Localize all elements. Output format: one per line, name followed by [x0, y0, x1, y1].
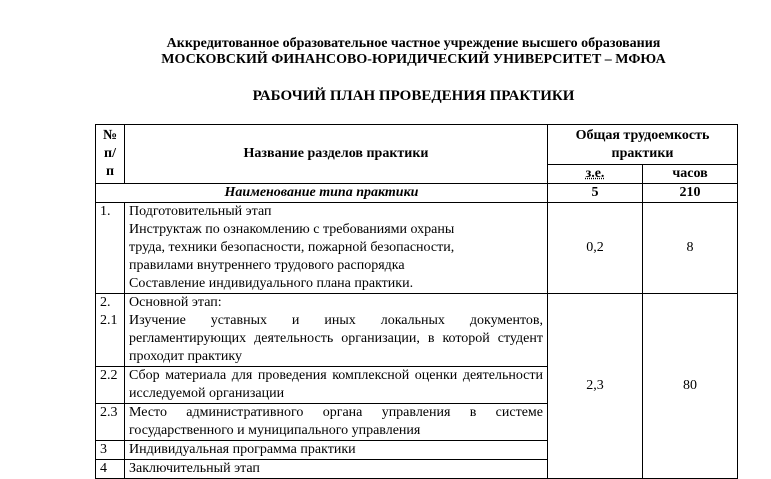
col-ze-header: з.е. — [548, 165, 643, 184]
col-total-header: Общая трудоемкость практики — [548, 125, 738, 165]
row-num: 2. 2.1 — [96, 294, 125, 367]
col-name-header: Название разделов практики — [125, 125, 548, 184]
row-text: Место административного органа управления в системе государственного и муниципального управления — [125, 404, 548, 441]
row-hours: 80 — [643, 294, 738, 479]
row-ze: 0,2 — [548, 203, 643, 294]
row-text: Сбор материала для проведения комплексной оценки деятельности исследуемой организации — [125, 367, 548, 404]
row-text: Индивидуальная программа практики — [125, 441, 548, 460]
row-hours: 8 — [643, 203, 738, 294]
university-name: МОСКОВСКИЙ ФИНАНСОВО-ЮРИДИЧЕСКИЙ УНИВЕРСИТЕТ – МФЮА — [161, 52, 666, 67]
col-num-header: № п/п — [96, 125, 125, 184]
row-num: 2.3 — [96, 404, 125, 441]
practice-plan-table — [95, 124, 738, 479]
col-hours-header: часов — [643, 165, 738, 184]
page-title: РАБОЧИЙ ПЛАН ПРОВЕДЕНИЯ ПРАКТИКИ — [252, 88, 575, 104]
table-row — [96, 294, 738, 367]
type-ze: 5 — [548, 184, 643, 203]
row-num: 1. — [96, 203, 125, 294]
header-row — [96, 125, 738, 165]
type-row — [96, 184, 738, 203]
row-ze: 2,3 — [548, 294, 643, 479]
org-type-line: Аккредитованное образовательное частное учреждение высшего образования — [166, 36, 661, 51]
row-num: 4 — [96, 460, 125, 479]
row-text: Подготовительный этап Инструктаж по ознакомлению с требованиями охраны труда, техники безопасности, пожарной безопасности, правилами внутреннего трудового распорядка Составление индивидуального плана практики. — [125, 203, 548, 294]
table-row — [96, 203, 738, 294]
row-num: 2.2 — [96, 367, 125, 404]
row-text: Заключительный этап — [125, 460, 548, 479]
type-hours: 210 — [643, 184, 738, 203]
row-num: 3 — [96, 441, 125, 460]
type-label: Наименование типа практики — [96, 184, 548, 203]
row-text: Основной этап: Изучение уставных и иных локальных документов, регламентирующих деятельность организации, в которой студент проходит практику — [125, 294, 548, 367]
